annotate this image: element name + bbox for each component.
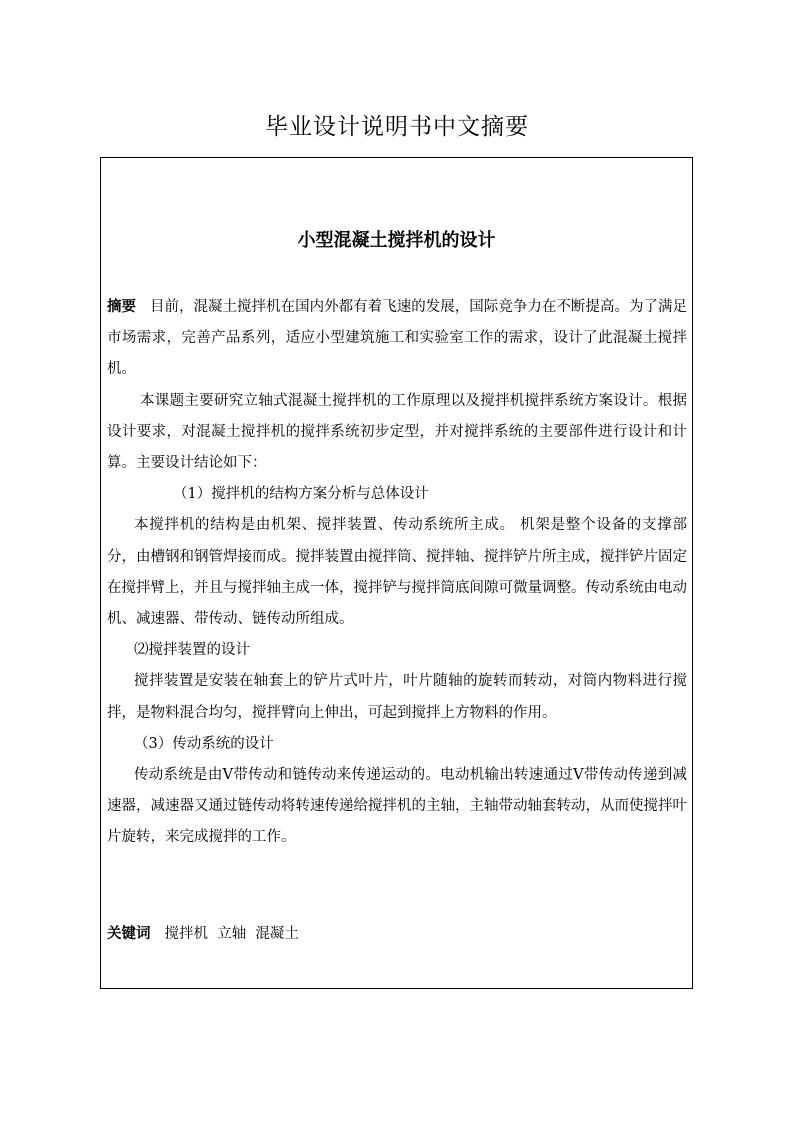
abstract-paragraph-1 — [107, 291, 687, 386]
abstract-label: 摘要 — [107, 298, 137, 315]
abstract-paragraph-3: 本搅拌机的结构是由机架、搅拌装置、传动系统所主成。 机架是整个设备的支撑部分，由槽钢和钢管焊接而成。搅拌装置由搅拌筒、搅拌轴、搅拌铲片所主成，搅拌铲片固定在搅拌臂上，并且与搅拌轴主成一体，搅拌铲与搅拌筒底间隙可微量调整。传动系统由电动机、减速器、带传动、链传动所组成。 — [107, 517, 687, 628]
keywords-line — [107, 919, 687, 949]
abstract-paragraph-5: 传动系统是由V带传动和链传动来传递运动的。电动机输出转速通过V带传动传递到减速器，减速器又通过链传动将转速传递给搅拌机的主轴，主轴带动轴套转动，从而使搅拌叶片旋转，来完成搅拌的工作。 — [107, 767, 687, 846]
section-heading-1: （1）搅拌机的结构方案分析与总体设计 — [173, 486, 429, 503]
abstract-paragraph-4: 搅拌装置是安装在轴套上的铲片式叶片，叶片随轴的旋转而转动，对筒内物料进行搅拌，是物料混合均匀，搅拌臂向上伸出，可起到搅拌上方物料的作用。 — [107, 673, 687, 721]
document-title: 小型混凝土搅拌机的设计 — [297, 230, 496, 251]
section-heading-3: （3）传动系统的设计 — [134, 735, 274, 752]
page-heading: 毕业设计说明书中文摘要 — [265, 114, 529, 140]
keywords-value: 搅拌机 立轴 混凝土 — [164, 926, 299, 942]
section-heading-2: ⑵搅拌装置的设计 — [134, 642, 250, 659]
abstract-paragraph-2: 本课题主要研究立轴式混凝土搅拌机的工作原理以及搅拌机搅拌系统方案设计。根据设计要求，对混凝土搅拌机的搅拌系统初步定型，并对搅拌系统的主要部件进行设计和计算。主要设计结论如下： — [107, 392, 687, 472]
abstract-paragraph-1-text: 目前，混凝土搅拌机在国内外都有着飞速的发展，国际竞争力在不断提高。为了满足市场需求，完善产品系列，适应小型建筑施工和实验室工作的需求，设计了此混凝土搅拌机。 — [107, 299, 688, 378]
abstract-body — [107, 291, 687, 854]
keywords-label: 关键词 — [107, 925, 151, 942]
